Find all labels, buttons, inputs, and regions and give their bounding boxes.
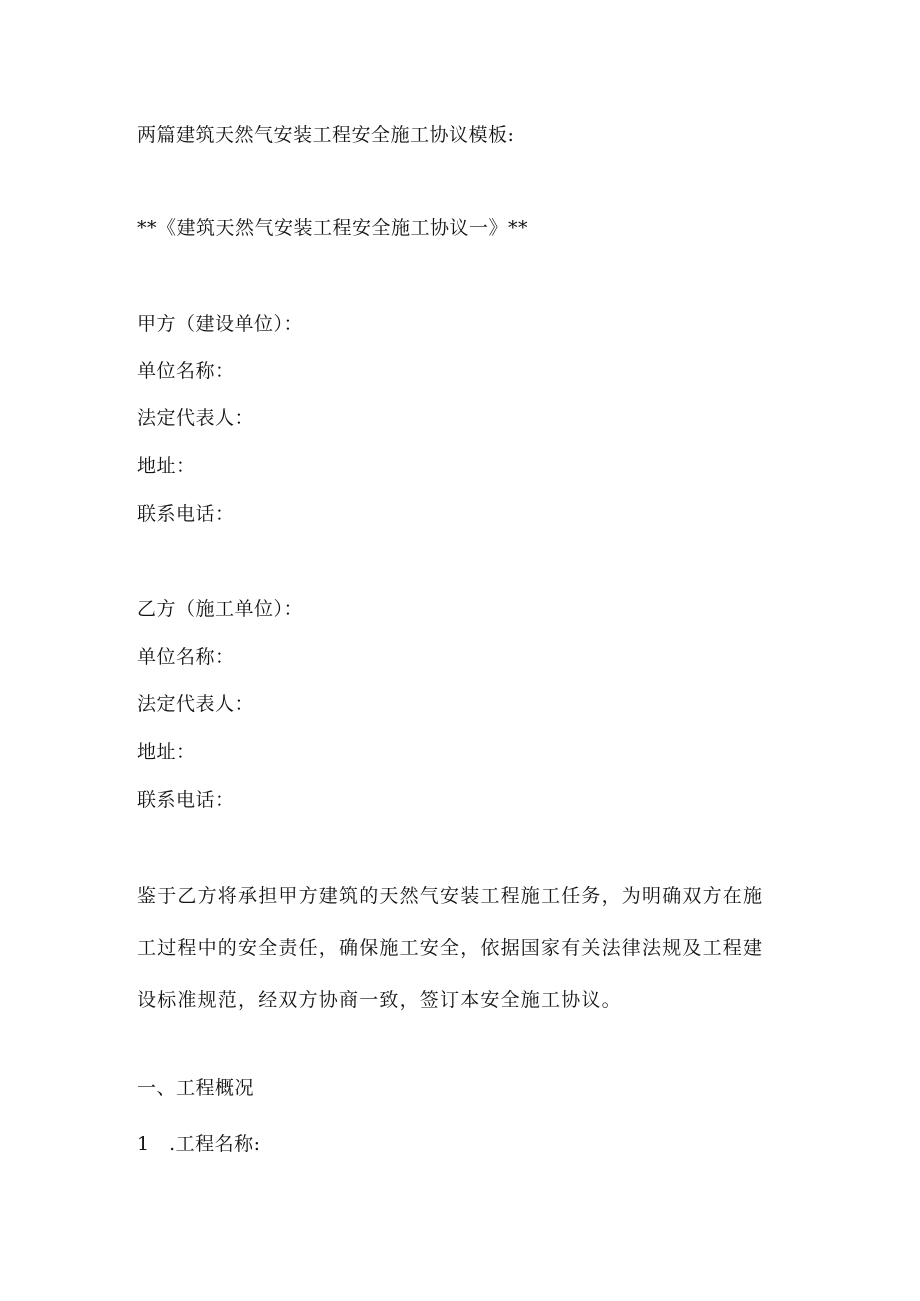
- party-a-address-label: 地址：: [137, 455, 196, 477]
- party-a-phone-label: 联系电话：: [137, 503, 235, 525]
- party-b-name-label: 单位名称：: [137, 646, 235, 668]
- party-b-address-label: 地址：: [137, 741, 196, 763]
- party-b-phone-label: 联系电话：: [137, 789, 235, 811]
- preamble-paragraph: [137, 870, 773, 1026]
- party-a-name-label: 单位名称：: [137, 360, 235, 382]
- section-1-title: 一、工程概况: [137, 1077, 255, 1099]
- preamble-line: 设标准规范，经双方协商一致，签订本安全施工协议。: [137, 989, 622, 1011]
- document-heading: 两篇建筑天然气安装工程安全施工协议模板:: [137, 124, 515, 146]
- preamble-line: 工过程中的安全责任，确保施工安全，依据国家有关法律法规及工程建: [137, 937, 764, 959]
- party-b-rep-label: 法定代表人：: [137, 693, 255, 715]
- agreement-title: **《建筑天然气安装工程安全施工协议一》**: [137, 217, 529, 239]
- party-a-rep-label: 法定代表人：: [137, 407, 255, 429]
- item-1-project-name: 1 .工程名称:: [137, 1133, 261, 1155]
- preamble-line: 鉴于乙方将承担甲方建筑的天然气安装工程施工任务，为明确双方在施: [137, 885, 764, 907]
- party-b-header: 乙方（施工单位）：: [137, 598, 304, 620]
- party-a-header: 甲方（建设单位）：: [137, 313, 304, 335]
